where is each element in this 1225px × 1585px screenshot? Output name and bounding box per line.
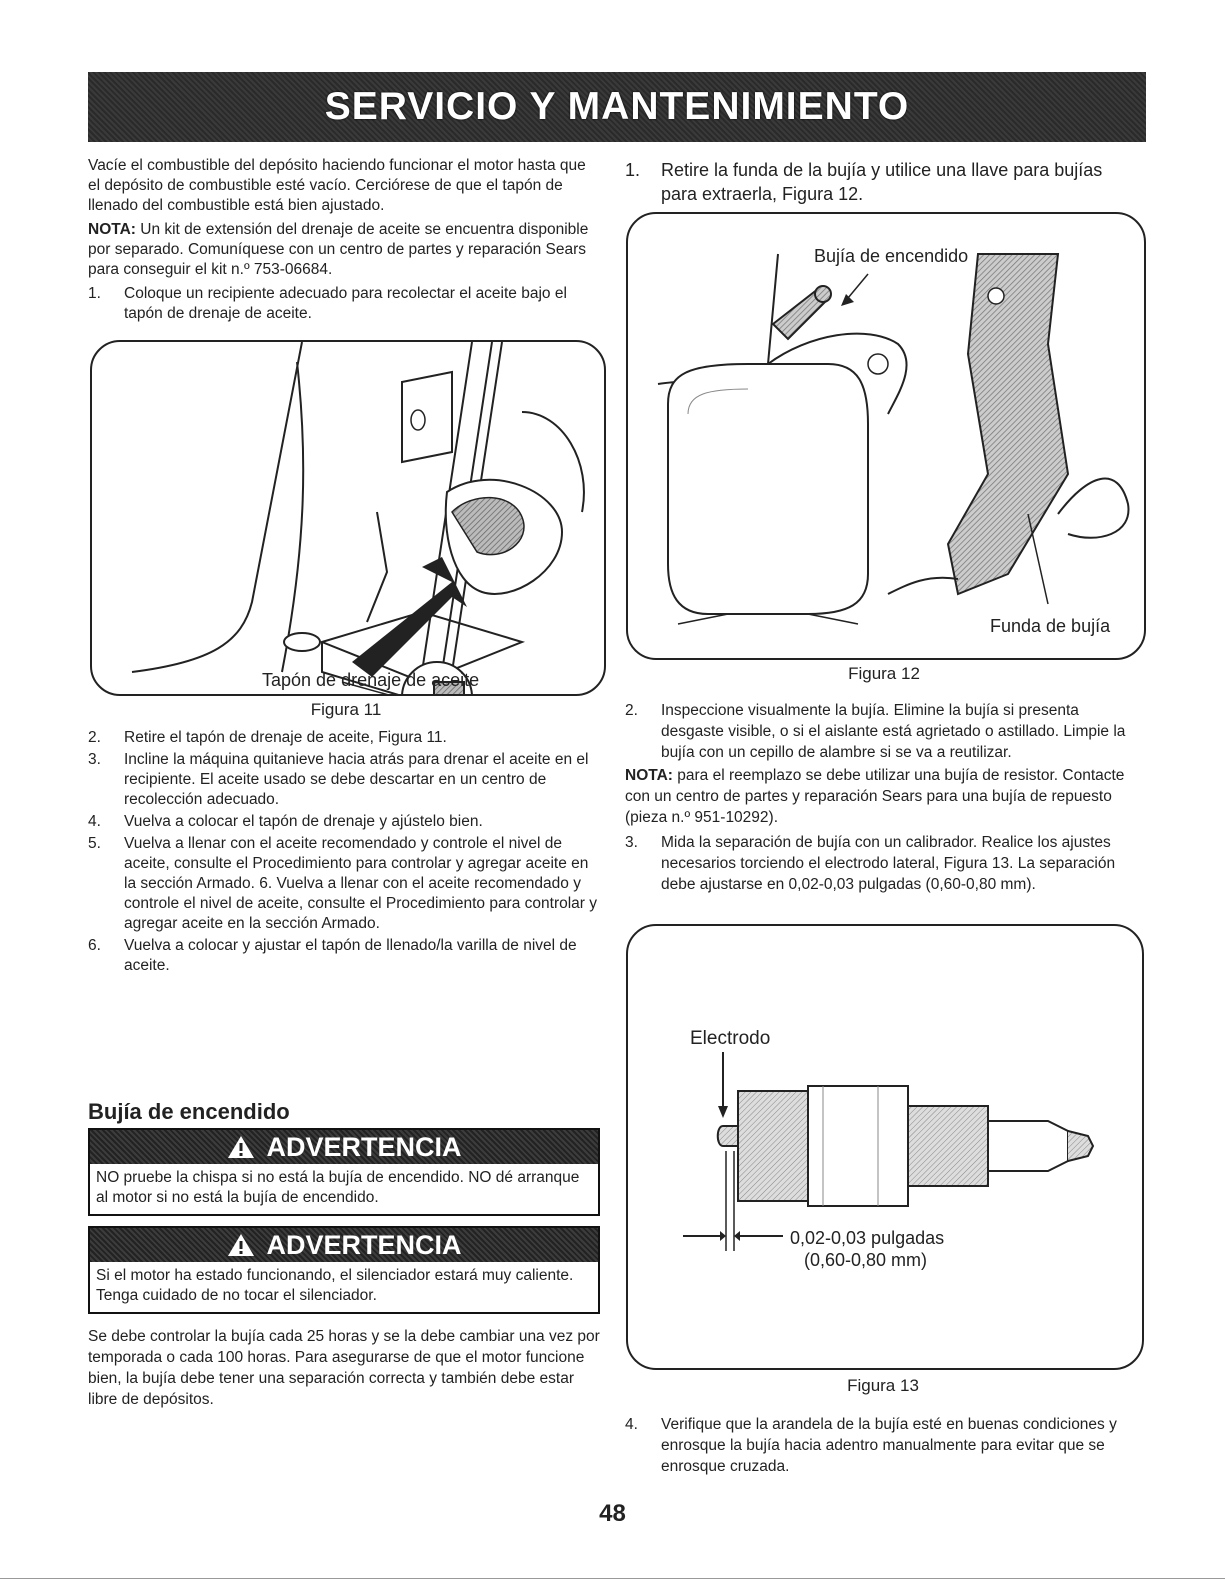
step-number: 3. [88, 751, 101, 768]
warning-box-2 [88, 1226, 600, 1314]
figure-11-caption: Figura 11 [310, 700, 382, 719]
right-note-paragraph [625, 765, 1140, 828]
note-text: para el reemplazo se debe utilizar una bujía de resistor. Contacte con un centro de partes y reparación Sears para una bujía de repuesto (pieza n.º 951-10292). [625, 767, 1125, 826]
warning-text: NO pruebe la chispa si no está la bujía de encendido. NO dé arranque al motor si no está la bujía de encendido. [96, 1169, 580, 1206]
step-number: 1. [88, 285, 101, 302]
warning-triangle-icon [226, 1232, 256, 1258]
step-number: 4. [88, 813, 101, 830]
step-text: Coloque un recipiente adecuado para recolectar el aceite bajo el tapón de drenaje de aceite. [124, 285, 567, 322]
left-column-steps [88, 728, 600, 978]
warning-text: Si el motor ha estado funcionando, el silenciador estará muy caliente. Tenga cuidado de no tocar el silenciador. [96, 1267, 574, 1304]
list-item [88, 750, 600, 810]
page-number: 48 [599, 1500, 626, 1527]
step-list-5 [625, 832, 1140, 895]
list-item [88, 728, 600, 748]
banner-title: SERVICIO Y MANTENIMIENTO [324, 85, 910, 128]
warning-box-1 [88, 1128, 600, 1216]
step-text: Vuelva a colocar el tapón de drenaje y ajústelo bien. [124, 813, 483, 830]
note-label: NOTA: [625, 767, 673, 784]
list-item [88, 834, 600, 934]
warning-header [90, 1130, 598, 1164]
figure-12 [626, 212, 1146, 660]
step-number: 6. [88, 937, 101, 954]
intro-paragraph: Vacíe el combustible del depósito haciendo funcionar el motor hasta que el depósito de combustible esté vacío. Cerciórese de que el tapón de llenado del combustible está bien ajustado. [88, 157, 586, 214]
warning-title: ADVERTENCIA [266, 1131, 462, 1162]
warning-header [90, 1228, 598, 1262]
step-number: 2. [88, 729, 101, 746]
list-item [88, 284, 598, 324]
list-item [625, 832, 1140, 895]
fig13-label-electrode: Electrodo [690, 1028, 771, 1049]
oil-drain-illustration [92, 342, 604, 694]
step-number: 1. [625, 160, 641, 180]
fig13-gap-inches: 0,02-0,03 pulgadas [790, 1228, 945, 1248]
step-text: Incline la máquina quitanieve hacia atrás para drenar el aceite en el recipiente. El aceite usado se debe descartar en un centro de recolección adecuado. [124, 751, 589, 808]
closing-text: Se debe controlar la bujía cada 25 horas y se la debe cambiar una vez por temporada o cada 100 horas. Para asegurarse de que el motor funcione bien, la bujía debe tener una separación correcta y también debe estar libre de depósitos. [88, 1328, 600, 1408]
figure-13-caption: Figura 13 [847, 1376, 919, 1395]
step-text: Mida la separación de bujía con un calibrador. Realice los ajustes necesarios torciendo el electrodo lateral, Figura 13. La separación debe ajustarse en 0,02-0,03 pulgadas (0,60-0,80 mm). [661, 834, 1116, 893]
step-list-2 [88, 728, 600, 976]
spark-plug-boot-illustration [628, 214, 1144, 658]
step-text: Retire el tapón de drenaje de aceite, Figura 11. [124, 729, 447, 746]
left-column-top [88, 156, 598, 326]
list-item [88, 936, 600, 976]
step-number: 4. [625, 1416, 638, 1433]
list-item [88, 812, 600, 832]
warning-title: ADVERTENCIA [266, 1229, 462, 1260]
step-list-6 [625, 1414, 1125, 1477]
fig11-label: Tapón de drenaje de aceite [262, 670, 480, 690]
figure-13 [626, 924, 1144, 1370]
step-list-1 [88, 284, 598, 324]
step-list-3 [625, 158, 1125, 206]
spark-plug-gap-illustration [628, 926, 1142, 1368]
step-number: 3. [625, 834, 638, 851]
fig12-label-bottom: Funda de bujía [990, 616, 1111, 636]
figure-12-caption: Figura 12 [848, 664, 920, 683]
step-text: Vuelva a colocar y ajustar el tapón de llenado/la varilla de nivel de aceite. [124, 937, 577, 974]
bottom-rule [0, 1578, 1225, 1579]
fig13-gap-mm: (0,60-0,80 mm) [804, 1250, 928, 1270]
figure-11 [90, 340, 606, 696]
note-text: Un kit de extensión del drenaje de aceite se encuentra disponible por separado. Comuníquese con un centro de partes y reparación Sears para conseguir el kit n.º 753-06684. [88, 221, 589, 278]
right-step-1 [625, 158, 1125, 208]
list-item [625, 158, 1125, 206]
warning-triangle-icon [226, 1134, 256, 1160]
step-text: Verifique que la arandela de la bujía esté en buenas condiciones y enrosque la bujía hacia adentro manualmente para evitar que se enrosque cruzada. [661, 1416, 1117, 1475]
section-banner [88, 72, 1146, 142]
right-step-4 [625, 1414, 1125, 1479]
note-paragraph [88, 220, 598, 280]
step-text: Vuelva a llenar con el aceite recomendado y controle el nivel de aceite, consulte el Procedimiento para controlar y agregar aceite en la sección Armado. 6. Vuelva a llenar con el aceite recomendado y controle el nivel de aceite, consulte el Procedimiento para controlar y agregar aceite en la sección Armado. [124, 835, 598, 932]
step-number: 5. [88, 835, 101, 852]
list-item [625, 1414, 1125, 1477]
fig12-label-top: Bujía de encendido [814, 246, 969, 266]
right-steps [625, 700, 1140, 897]
step-number: 2. [625, 702, 638, 719]
section-title: Bujía de encendido [88, 1099, 290, 1124]
note-label: NOTA: [88, 221, 136, 238]
step-text: Inspeccione visualmente la bujía. Elimine la bujía si presenta desgaste visible, o si el aislante está agrietado o astillado. Limpie la bujía con un cepillo de alambre si se va a reutilizar. [661, 702, 1126, 761]
step-list-4 [625, 700, 1140, 763]
list-item [625, 700, 1140, 763]
step-text: Retire la funda de la bujía y utilice una llave para bujías para extraerla, Figura 12. [661, 160, 1103, 204]
closing-paragraph [88, 1326, 600, 1414]
